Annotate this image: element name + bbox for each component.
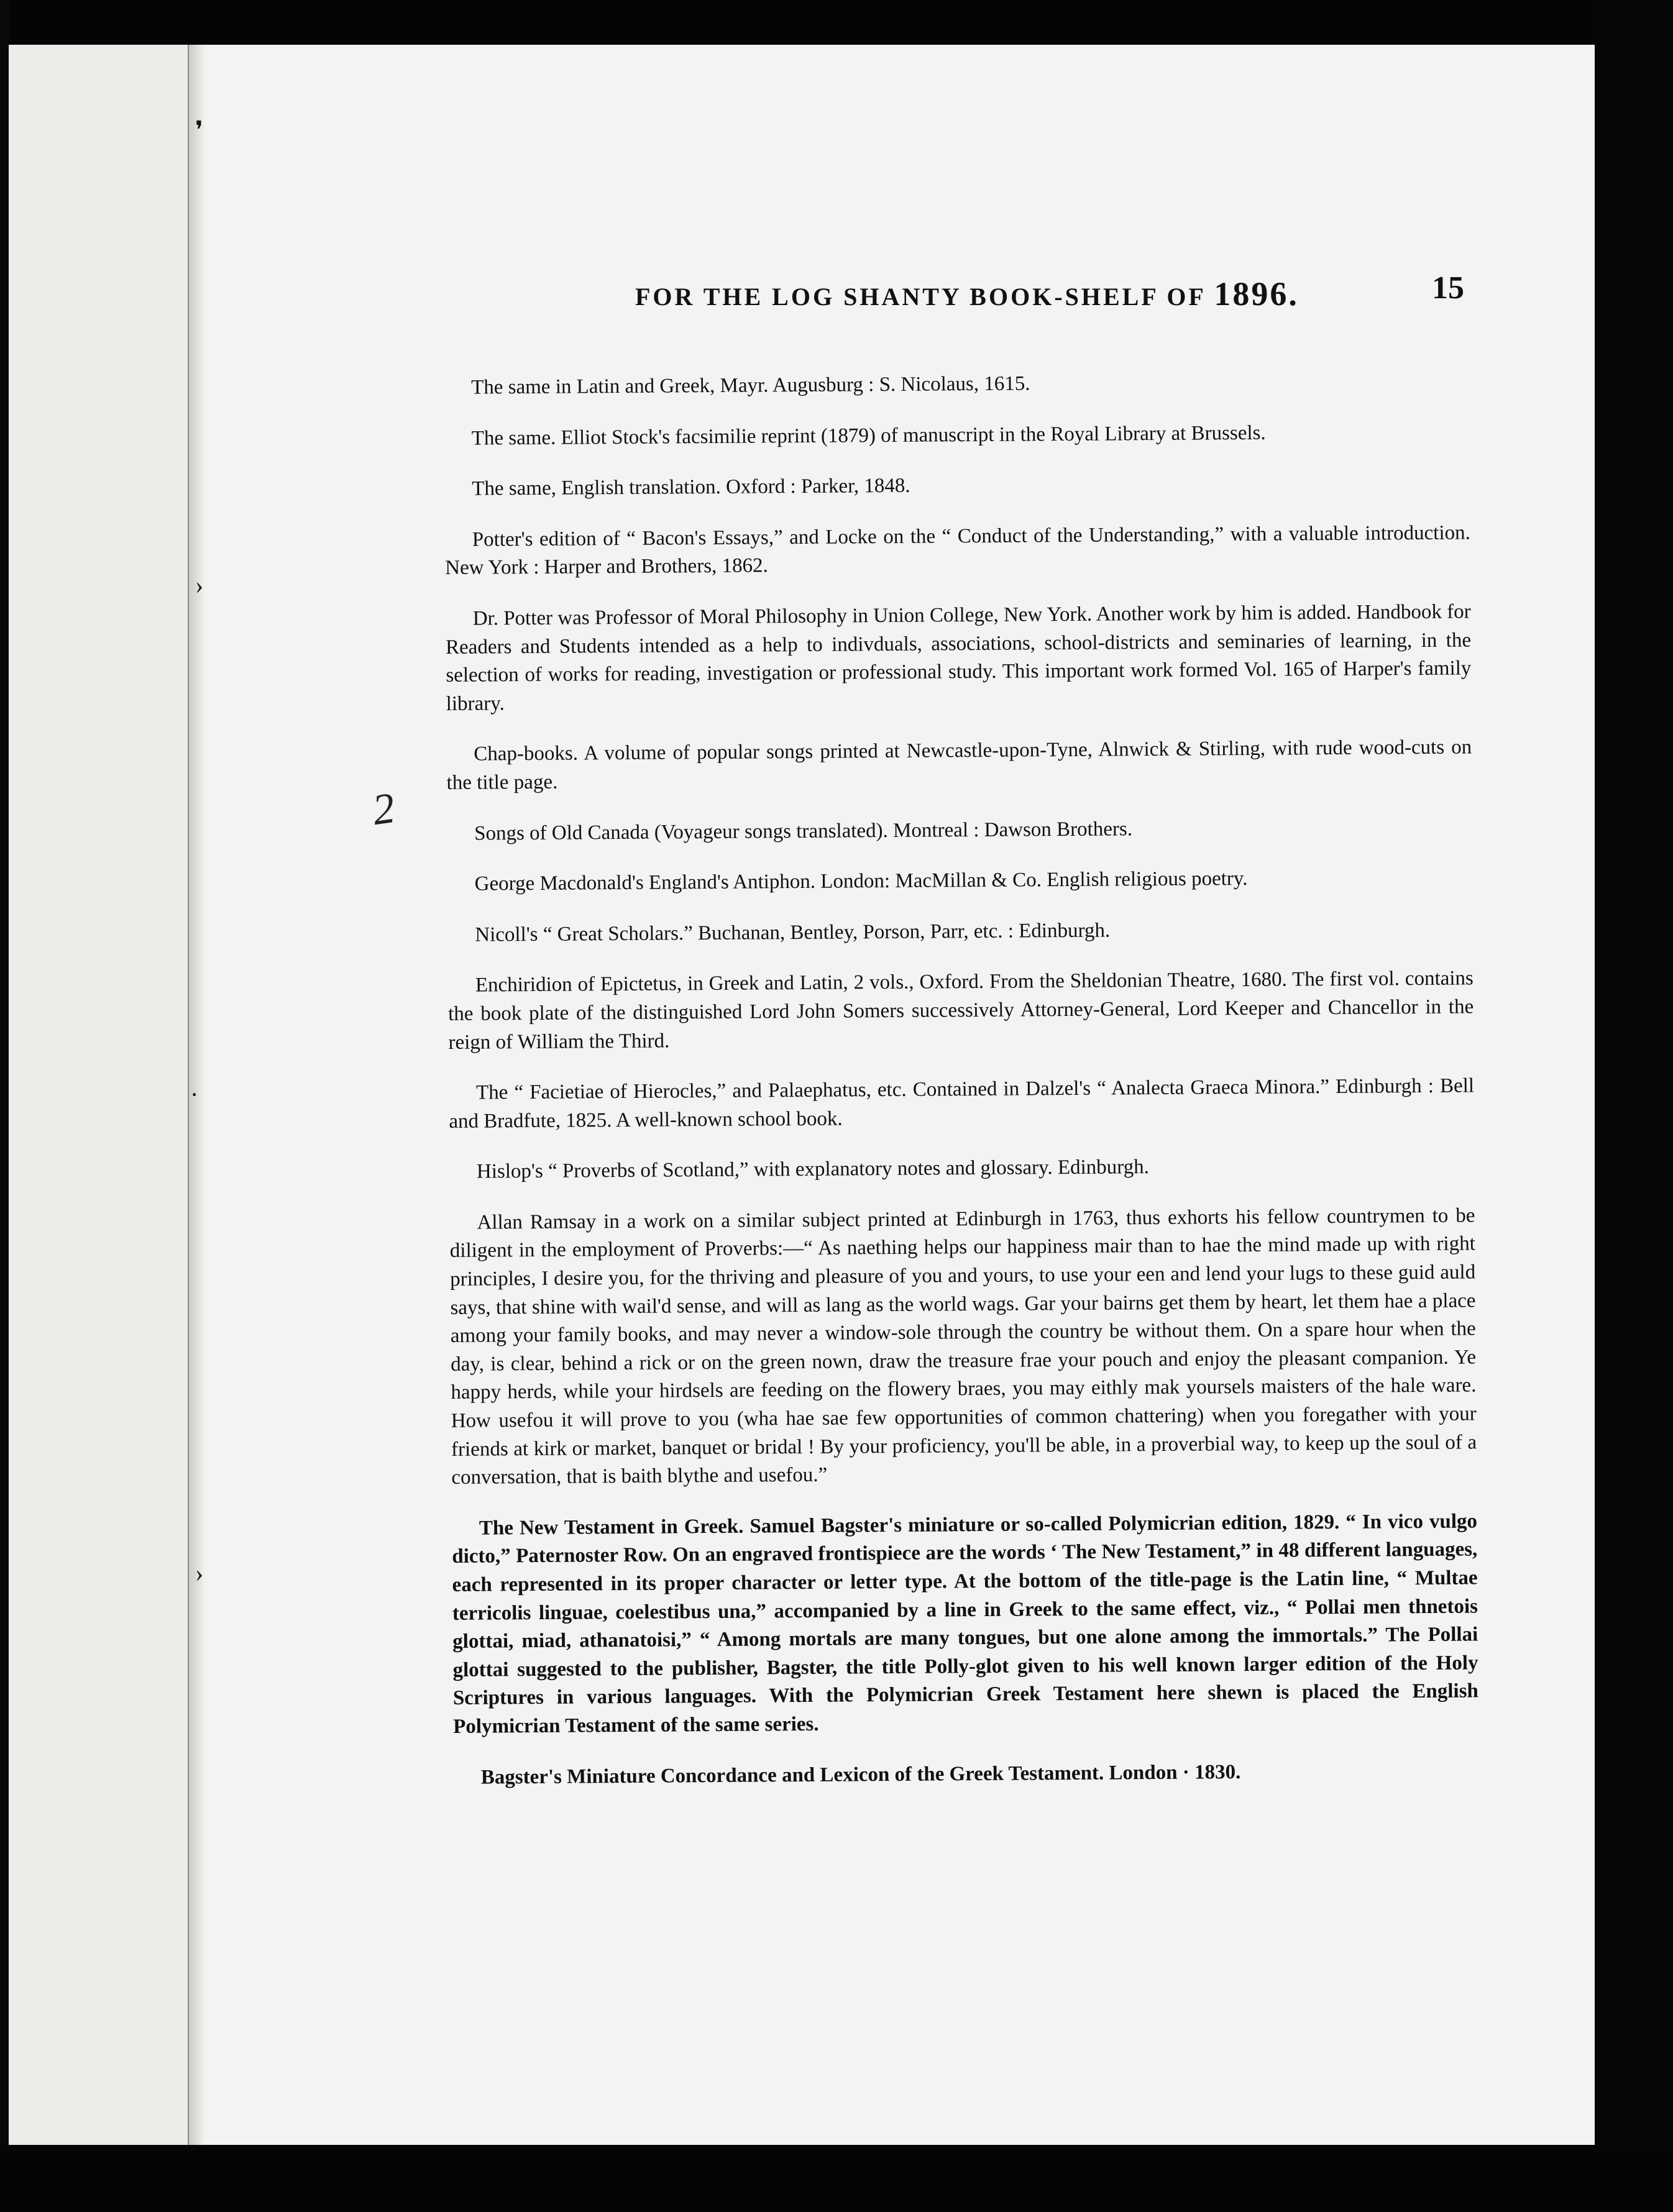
scan-border-left — [0, 0, 9, 2212]
facing-page-edge — [9, 45, 188, 2145]
running-head-year: 1896. — [1214, 275, 1299, 313]
binding-stitch-mark: ❜ — [195, 116, 203, 144]
entry-english-translation: The same, English translation. Oxford : Parker, 1848. — [472, 474, 910, 500]
entry-allan-ramsay: Allan Ramsay in a work on a similar subject printed at Edinburgh in 1763, thus exhorts his fellow countrymen to be diligent in the employment of Proverbs:—“ As naething helps our happiness mair than to hae the mind made up with right principles, I desire you, for the thriving and pleasure of you and yours, to use your een and lend your lugs to these guid auld says, that shine with wail'd sense, and will as lang as the world wags. Gar your bairns get them by heart, let them hae a place among your family books, and may never a window-sole through the country be without them. On a spare hour when the day, is clear, behind a rick or on the green nown, draw the treasure frae your pouch and enjoy the pleasant companion. Ye happy herds, while your hirdsels are feeding on the flowery braes, you may eithly mak yoursels maisters of the hale ware. How usefou it will prove to you (wha hae sae few opportunities of common chattering) when you foregather with your friends at kirk or market, banquet or bridal ! By your proficiency, you'll be able, in a proverbial way, to keep up the soul of a conversation, that is baith blythe and usefou.” — [449, 1204, 1477, 1489]
entry-potter-bacon-essays: Potter's edition of “ Bacon's Essays,” and Locke on the “ Conduct of the Understanding,” with a valuable introduction. New York : Harper and Brothers, 1862. — [445, 521, 1470, 580]
scan-border-right — [1595, 0, 1673, 2212]
entry-new-testament-greek: The New Testament in Greek. Samuel Bagster's miniature or so-called Polymicrian edition, 1829. “ In vico vulgo dicto,” Paternoster Row. On an engraved frontispiece are the words ‘ The New Testament,” in 48 different languages, each represented in its proper character or letter type. At the bottom of the title-page is the Latin line, “ Multae terricolis linguae, coelestibus una,” accompanied by a line in Greek to the same effect, viz., “ Pollai men thnetois glottai, miad, athanatoisi,” “ Among mortals are many tongues, but one alone among the immortals.” The Pollai glottai suggested to the publisher, Bagster, the title Polly-glot given to his well known larger edition of the Holy Scriptures in various languages. With the Polymicrian Greek Testament here shewn is placed the English Polymicrian Testament of the same series. — [452, 1510, 1478, 1738]
entry-enchiridion-epictetus: Enchiridion of Epictetus, in Greek and Latin, 2 vols., Oxford. From the Sheldonian Theatre, 1680. The first vol. contains the book plate of the distinguished Lord John Somers successively Attorney-General, Lord Keeper and Chancellor in the reign of William the Third. — [448, 967, 1474, 1054]
running-head — [635, 275, 1468, 313]
entry-chap-books: Chap-books. A volume of popular songs printed at Newcastle-upon-Tyne, Alnwick & Stirling, with rude wood-cuts on the title page. — [446, 736, 1472, 794]
handwritten-margin-note: 2 — [369, 784, 398, 835]
entry-bagster-concordance: Bagster's Miniature Concordance and Lexicon of the Greek Testament. London · 1830. — [480, 1760, 1241, 1789]
binding-stitch-mark: › — [195, 571, 204, 599]
entry-englands-antiphon: George Macdonald's England's Antiphon. London: MacMillan & Co. English religious poetry. — [474, 867, 1248, 895]
scan-border-top — [0, 0, 1673, 45]
body-text — [444, 367, 1479, 1814]
entry-dr-potter: Dr. Potter was Professor of Moral Philosophy in Union College, New York. Another work by him is added. Handbook for Readers and Students intended as a help to indivduals, associations, school-districts and seminaries of learning, in the selection of works for reading, investigation or professional study. This important work formed Vol. 165 of Harper's family library. — [445, 600, 1472, 715]
binding-stitch-mark: · — [190, 1081, 199, 1108]
entry-elliot-stock-facsimile: The same. Elliot Stock's facsimilie reprint (1879) of manuscript in the Royal Library at Brussels. — [471, 421, 1266, 450]
entry-great-scholars: Nicoll's “ Great Scholars.” Buchanan, Bentley, Porson, Parr, etc. : Edinburgh. — [475, 919, 1111, 946]
entry-proverbs-scotland: Hislop's “ Proverbs of Scotland,” with explanatory notes and glossary. Edinburgh. — [476, 1156, 1150, 1183]
scanned-page — [9, 45, 1595, 2145]
page-number: 15 — [1432, 270, 1464, 306]
binding-stitch-mark: › — [195, 1559, 204, 1587]
running-head-text: FOR THE LOG SHANTY BOOK-SHELF OF — [635, 283, 1206, 311]
scan-border-bottom — [0, 2145, 1673, 2212]
entry-facietiae-hierocles: The “ Facietiae of Hierocles,” and Palaephatus, etc. Contained in Dalzel's “ Analecta Graeca Minora.” Edinburgh : Bell and Bradfute, 1825. A well-known school book. — [449, 1074, 1475, 1133]
entry-latin-greek-mayr: The same in Latin and Greek, Mayr. Augusburg : S. Nicolaus, 1615. — [471, 372, 1030, 399]
entry-songs-old-canada: Songs of Old Canada (Voyageur songs translated). Montreal : Dawson Brothers. — [474, 817, 1133, 845]
